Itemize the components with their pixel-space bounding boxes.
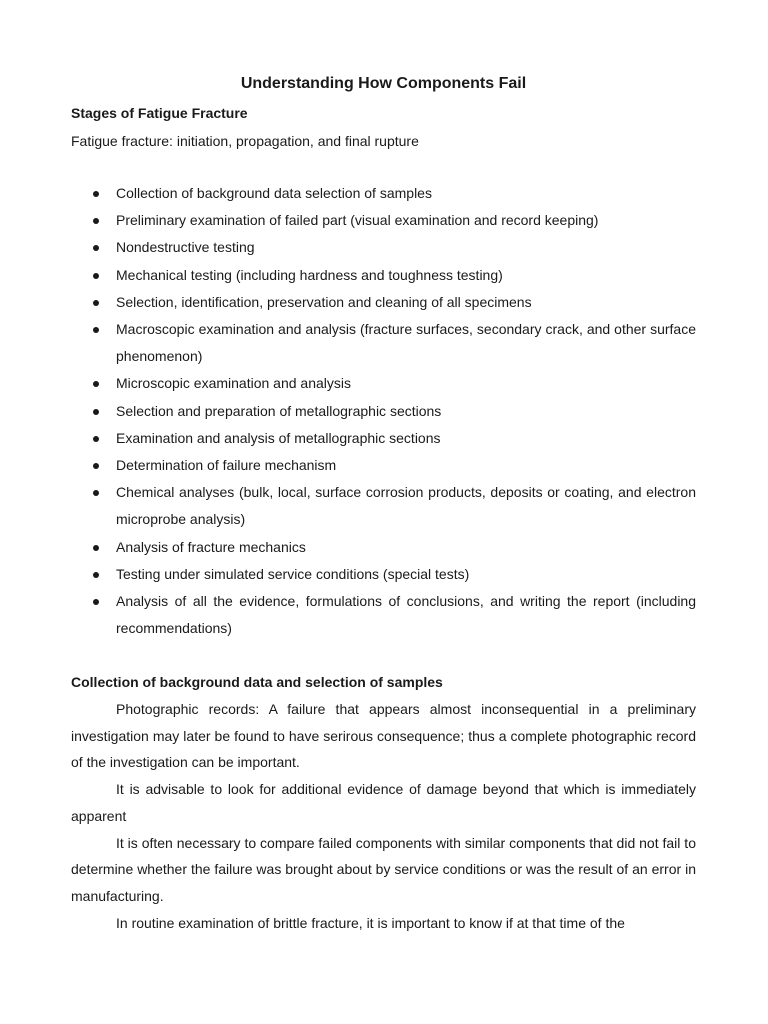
section-heading-background-data: Collection of background data and selection of samples bbox=[71, 674, 443, 690]
list-item bbox=[71, 534, 696, 561]
list-item bbox=[71, 234, 696, 261]
list-item bbox=[71, 316, 696, 370]
paragraph-photographic-records: Photographic records: A failure that appears almost inconsequential in a preliminary investigation may later be found to have serirous consequence; thus a complete photographic record of the investigation can be important. bbox=[71, 701, 696, 771]
list-item-text: Selection, identification, preservation and cleaning of all specimens bbox=[116, 293, 532, 310]
bullet-icon bbox=[93, 463, 99, 469]
bullet-icon bbox=[93, 490, 99, 496]
list-item-text: Macroscopic examination and analysis (fracture surfaces, secondary crack, and other surface phenomenon) bbox=[116, 321, 696, 365]
list-item-text: Collection of background data selection of samples bbox=[116, 185, 432, 201]
list-item bbox=[71, 289, 696, 316]
list-item-text: Analysis of all the evidence, formulations of conclusions, and writing the report (including recommendations) bbox=[116, 593, 696, 637]
list-item bbox=[71, 207, 696, 234]
bullet-icon bbox=[93, 545, 99, 551]
bullet-icon bbox=[93, 381, 99, 387]
list-item-text: Chemical analyses (bulk, local, surface corrosion products, deposits or coating, and electron microprobe analysis) bbox=[116, 484, 696, 528]
list-item bbox=[71, 561, 696, 588]
list-item-text: Determination of failure mechanism bbox=[116, 457, 337, 474]
bullet-icon bbox=[93, 245, 99, 251]
list-item-text: Examination and analysis of metallographic sections bbox=[116, 429, 441, 446]
paragraph-compare-components: It is often necessary to compare failed components with similar components that did not fail to determine whether the failure was brought about by service conditions or was the result of an error in manufacturing. bbox=[71, 834, 696, 904]
list-item bbox=[71, 180, 696, 207]
section-heading-fatigue-stages: Stages of Fatigue Fracture bbox=[71, 105, 248, 121]
bullet-icon bbox=[93, 409, 99, 415]
fatigue-intro: Fatigue fracture: initiation, propagation, and final rupture bbox=[71, 133, 419, 149]
list-item-text: Mechanical testing (including hardness and toughness testing) bbox=[116, 266, 503, 283]
list-item-text: Microscopic examination and analysis bbox=[116, 375, 351, 392]
list-item bbox=[71, 588, 696, 642]
document-title: Understanding How Components Fail bbox=[240, 75, 527, 92]
bullet-icon bbox=[93, 572, 99, 578]
list-item-text: Analysis of fracture mechanics bbox=[116, 538, 306, 555]
list-item-text: Selection and preparation of metallographic sections bbox=[116, 402, 442, 419]
list-item-text: Preliminary examination of failed part (visual examination and record keeping) bbox=[116, 212, 599, 229]
bullet-icon bbox=[93, 599, 99, 605]
bullet-icon bbox=[93, 191, 99, 197]
list-item-text: Nondestructive testing bbox=[116, 239, 255, 256]
list-item bbox=[71, 262, 696, 289]
bullet-icon bbox=[93, 327, 99, 333]
list-item bbox=[71, 370, 696, 397]
bullet-icon bbox=[93, 273, 99, 279]
paragraph-additional-evidence: It is advisable to look for additional evidence of damage beyond that which is immediately apparent bbox=[71, 781, 696, 824]
bullet-icon bbox=[93, 436, 99, 442]
bullet-icon bbox=[93, 300, 99, 306]
investigation-steps-list bbox=[71, 180, 696, 642]
paragraph-brittle-fracture: In routine examination of brittle fracture, it is important to know if at that time of the bbox=[116, 914, 625, 931]
list-item bbox=[71, 452, 696, 479]
list-item bbox=[71, 398, 696, 425]
background-data-body bbox=[71, 696, 696, 936]
list-item bbox=[71, 479, 696, 533]
bullet-icon bbox=[93, 218, 99, 224]
list-item-text: Testing under simulated service conditions (special tests) bbox=[116, 565, 470, 582]
list-item bbox=[71, 425, 696, 452]
